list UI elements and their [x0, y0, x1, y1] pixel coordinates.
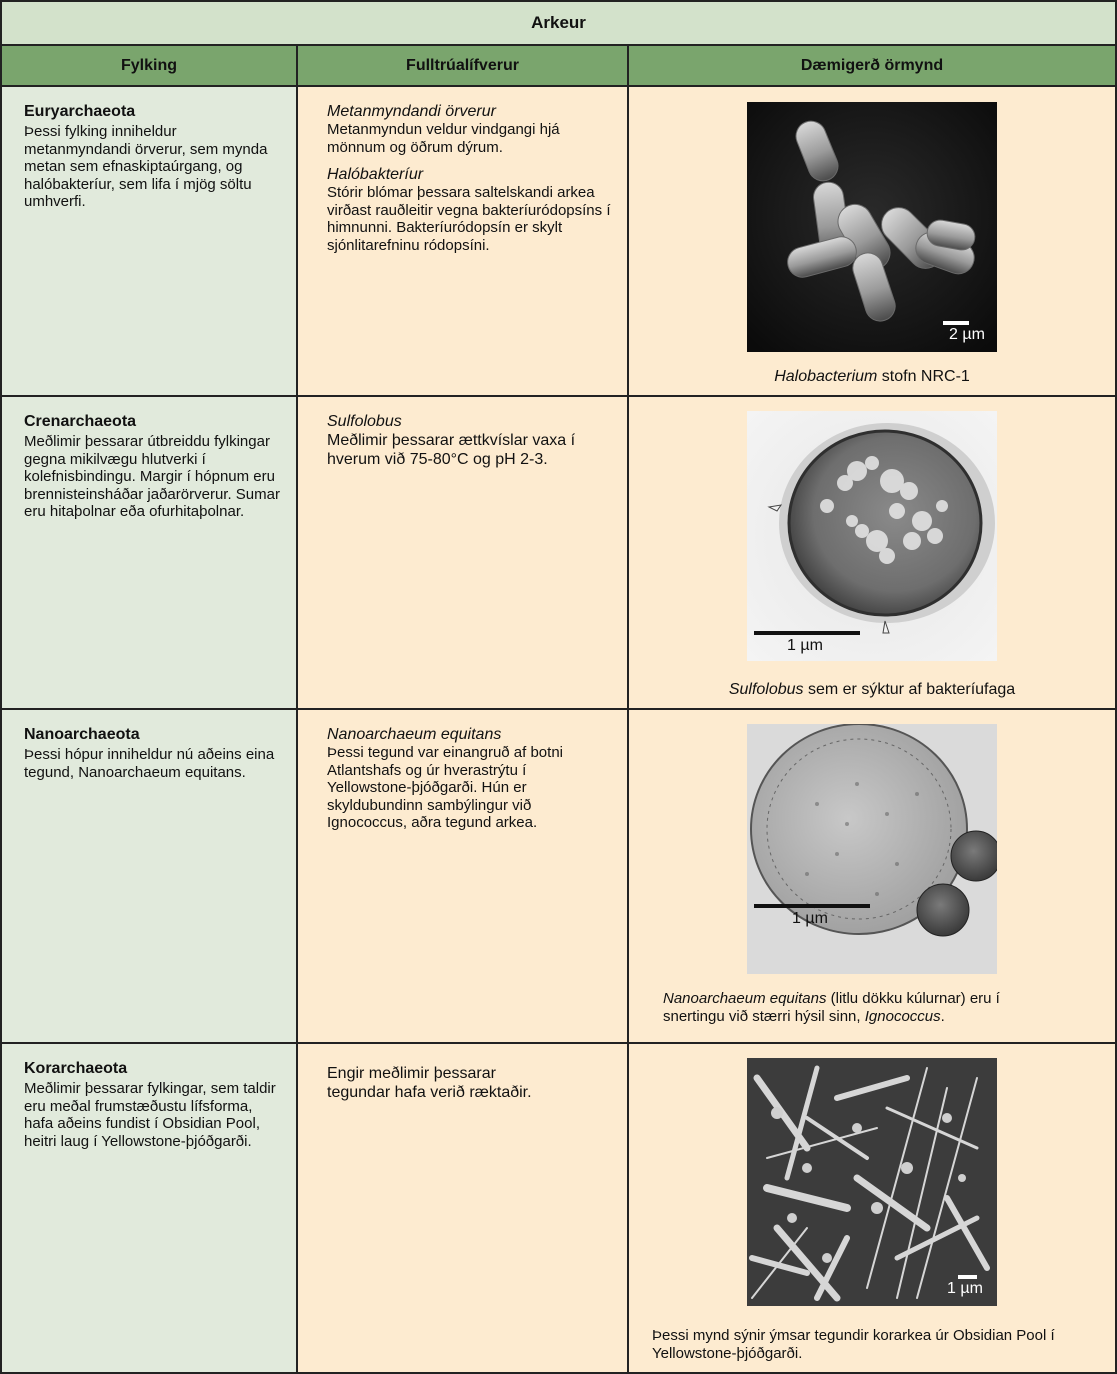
caption-species: Halobacterium: [774, 368, 878, 385]
phylum-name: Crenarchaeota: [24, 413, 137, 430]
phylum-description: Meðlimir þessarar fylkingar, sem taldir eru meðal frumstæðustu lífsforma, hafa aðeins fundist í Obsidian Pool, heitri laug í Yellowstone-þjóðgarði.: [24, 1080, 276, 1150]
micrograph-caption: [629, 367, 1115, 387]
organism-description: Metanmyndun veldur vindgangi hjá mönnum og öðrum dýrum.: [327, 121, 560, 156]
caption-text: sem er sýktur af bakteríufaga: [803, 681, 1016, 698]
organism-cell-korarchaeota: [296, 1042, 629, 1374]
table-title: Arkeur: [0, 0, 1117, 46]
phylum-cell-crenarchaeota: [0, 395, 298, 710]
header-organisms: Fulltrúalífverur: [296, 44, 629, 87]
organism-name: Sulfolobus: [327, 413, 402, 430]
header-micrograph: Dæmigerð örmynd: [627, 44, 1117, 87]
caption-species: Sulfolobus: [728, 681, 804, 698]
caption-text: stofn NRC-1: [877, 368, 970, 385]
organism-description: Engir meðlimir þessarar tegundar hafa verið ræktaðir.: [327, 1065, 532, 1101]
organism-name: Nanoarchaeum equitans: [327, 726, 502, 743]
organism-description: Stórir blómar þessara saltelskandi arkea virðast rauðleitir vegna bakteríuródopsíns í himnunni. Bakteríuródopsín er skylt sjónlitarefninu ródopsíni.: [327, 184, 611, 254]
phylum-cell-korarchaeota: [0, 1042, 298, 1374]
organism-cell-euryarchaeota: [296, 85, 629, 397]
caption-host: Ignococcus: [864, 1008, 941, 1025]
organism-cell-nanoarchaeota: [296, 708, 629, 1044]
micrograph-cell-sulfolobus: [627, 395, 1117, 710]
phylum-name: Korarchaeota: [24, 1060, 128, 1077]
phylum-cell-nanoarchaeota: [0, 708, 298, 1044]
phylum-cell-euryarchaeota: [0, 85, 298, 397]
micrograph-cell-halobacterium: [627, 85, 1117, 397]
scale-bar-label: 2 µm: [949, 326, 985, 343]
sulfolobus-micrograph: [747, 411, 997, 661]
header-phylum: Fylking: [0, 44, 298, 87]
halobacterium-micrograph: [747, 102, 997, 352]
caption-end: .: [940, 1008, 945, 1025]
scale-bar-label: 1 µm: [792, 910, 828, 927]
phylum-description: Þessi fylking inniheldur metanmyndandi örverur, sem mynda metan sem efnaskiptaúrgang, og halóbakteríur, sem lifa í mjög söltu umhverfi.: [24, 123, 268, 210]
nanoarchaeum-micrograph: [747, 724, 997, 974]
korarchaeota-micrograph: [747, 1058, 997, 1306]
caption-species: Nanoarchaeum equitans: [663, 990, 827, 1007]
phylum-description: Þessi hópur inniheldur nú aðeins eina tegund, Nanoarchaeum equitans.: [24, 746, 275, 781]
organism-cell-crenarchaeota: [296, 395, 629, 710]
micrograph-cell-nanoarchaeum: [627, 708, 1117, 1044]
caption-text: (litlu dökku kúlurnar) eru í snertingu við stærri hýsil sinn,: [663, 990, 1000, 1025]
phylum-description: Meðlimir þessarar útbreiddu fylkingar gegna mikilvægu hlutverki í kolefnisbindingu. Margir í hópnum eru brennisteinsháðar jaðarörverur. Sumar eru hitaþolnar eða ofurhitaþolnar.: [24, 433, 280, 520]
organism-name: Metanmyndandi örverur: [327, 103, 496, 120]
micrograph-caption: Þessi mynd sýnir ýmsar tegundir korarkea úr Obsidian Pool í Yellowstone-þjóðgarði.: [652, 1327, 1055, 1362]
scale-bar-label: 1 µm: [947, 1280, 983, 1297]
organism-description: Meðlimir þessarar ættkvíslar vaxa í hverum við 75-80°C og pH 2-3.: [327, 432, 576, 468]
micrograph-caption: [663, 990, 1043, 1026]
micrograph-cell-korarchaeota: [627, 1042, 1117, 1374]
phylum-name: Nanoarchaeota: [24, 726, 140, 743]
scale-bar-label: 1 µm: [787, 637, 823, 654]
micrograph-caption: [629, 680, 1115, 700]
phylum-name: Euryarchaeota: [24, 103, 136, 120]
organism-name: Halóbakteríur: [327, 166, 424, 183]
organism-description: Þessi tegund var einangruð af botni Atlantshafs og úr hverastrýtu í Yellowstone-þjóðgarði. Hún er skyldubundinn sambýlingur við Ignococcus, aðra tegund arkea.: [327, 744, 563, 831]
